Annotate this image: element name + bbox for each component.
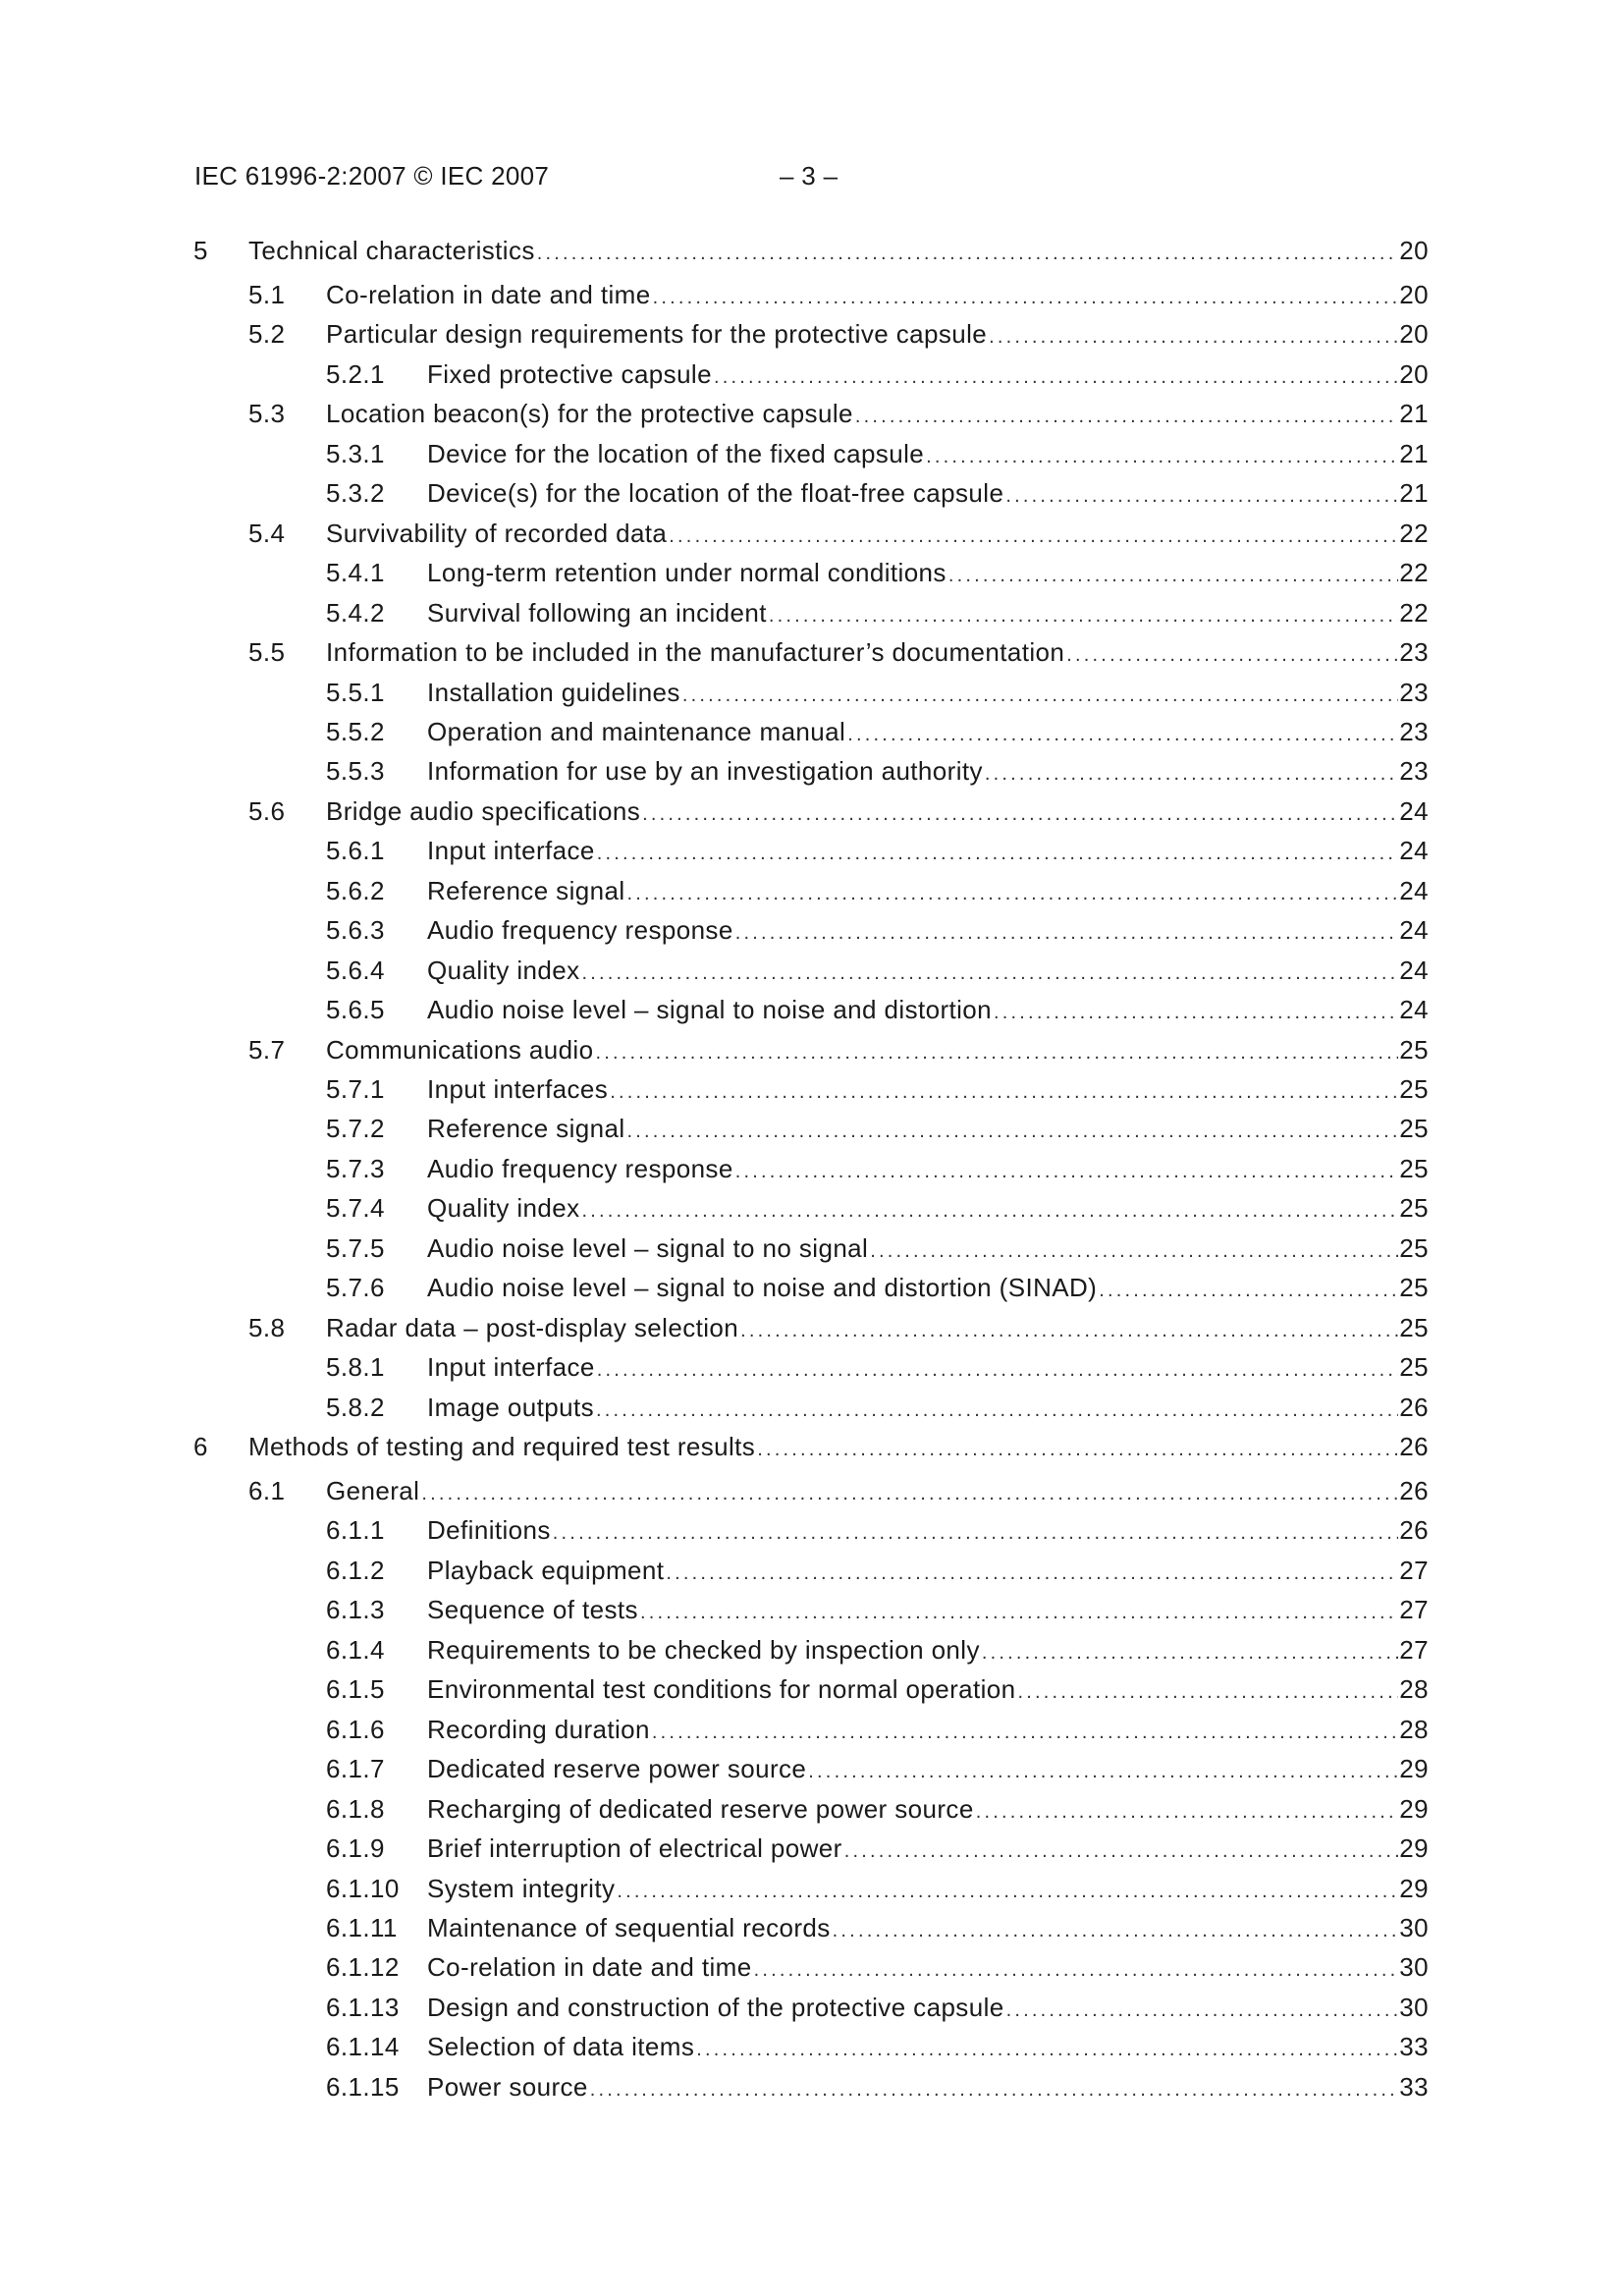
toc-entry-title[interactable]: Particular design requirements for the protective capsule (326, 319, 988, 350)
dot-leader (617, 1875, 1398, 1908)
dot-leader (1005, 479, 1398, 513)
toc-entry-page[interactable]: 24 (1399, 915, 1429, 946)
toc-entry-page[interactable]: 27 (1399, 1555, 1429, 1585)
toc-entry-page[interactable]: 29 (1399, 1833, 1429, 1863)
toc-entry-number: 6.1.10 (326, 1873, 400, 1903)
toc-entry-page[interactable]: 20 (1399, 279, 1429, 309)
toc-entry-page[interactable]: 29 (1399, 1754, 1429, 1784)
toc-entry-number: 5.6.1 (326, 836, 385, 866)
toc-entry[interactable] (0, 234, 1623, 267)
toc-entry[interactable] (0, 476, 1623, 510)
dot-leader (757, 1433, 1398, 1466)
dot-leader (590, 2073, 1399, 2106)
toc-entry-title[interactable]: Technical characteristics (248, 236, 535, 265)
toc-entry-title[interactable]: Reference signal (427, 875, 625, 905)
toc-entry-line (326, 1033, 1429, 1069)
toc-entry[interactable] (0, 676, 1623, 709)
toc-entry-line (427, 913, 1429, 950)
toc-entry-number: 5.7 (248, 1034, 286, 1065)
toc-entry-line (427, 1513, 1429, 1550)
dot-leader (595, 1036, 1398, 1069)
toc-entry-title[interactable]: Co-relation in date and time (326, 279, 651, 309)
dot-leader (682, 679, 1398, 712)
toc-entry-line (427, 1152, 1429, 1188)
toc-entry-line (427, 1593, 1429, 1629)
toc-entry[interactable] (0, 1672, 1623, 1706)
toc-entry-page[interactable]: 29 (1399, 1793, 1429, 1824)
toc-entry[interactable] (0, 1033, 1623, 1066)
toc-entry-title[interactable]: Audio noise level – signal to noise and distortion (SINAD) (427, 1273, 1098, 1303)
toc-entry-line (326, 317, 1429, 354)
toc-entry-page[interactable]: 25 (1399, 1034, 1429, 1065)
dot-leader (627, 1115, 1399, 1148)
toc-entry-number: 6.1.6 (326, 1714, 385, 1744)
toc-entry-page[interactable]: 26 (1399, 1432, 1429, 1461)
toc-entry-title[interactable]: Brief interruption of electrical power (427, 1833, 842, 1863)
toc-entry-page[interactable]: 23 (1399, 756, 1429, 787)
toc-entry-page[interactable]: 33 (1399, 2071, 1429, 2102)
toc-entry-title[interactable]: General (326, 1476, 420, 1505)
toc-entry-title[interactable]: Input interface (427, 836, 595, 866)
toc-entry-title[interactable]: Maintenance of sequential records (427, 1912, 831, 1942)
toc-entry-line (427, 1112, 1429, 1148)
toc-entry-number: 6.1.4 (326, 1634, 385, 1665)
toc-entry-title[interactable]: System integrity (427, 1873, 616, 1903)
dot-leader (553, 1516, 1398, 1550)
toc-entry[interactable] (0, 2070, 1623, 2104)
toc-entry-title[interactable]: Methods of testing and required test results (248, 1432, 756, 1461)
dot-leader (989, 320, 1398, 354)
dot-leader (669, 519, 1398, 553)
toc-entry-line (326, 635, 1429, 672)
toc-entry-number: 6.1.11 (326, 1912, 398, 1942)
toc-entry[interactable] (0, 437, 1623, 470)
dot-leader (421, 1477, 1398, 1510)
toc-entry-number: 6.1.14 (326, 2032, 400, 2062)
dot-leader (833, 1914, 1399, 1947)
toc-entry-number: 5.6 (248, 795, 286, 826)
toc-entry-title[interactable]: Dedicated reserve power source (427, 1754, 807, 1784)
toc-entry[interactable] (0, 913, 1623, 947)
toc-entry[interactable] (0, 596, 1623, 629)
dot-leader (870, 1234, 1398, 1268)
toc-entry-number: 5.6.3 (326, 915, 385, 946)
toc-entry[interactable] (0, 794, 1623, 828)
toc-entry-line (427, 1072, 1429, 1109)
toc-entry[interactable] (0, 1713, 1623, 1746)
page-number: – 3 – (780, 161, 839, 191)
toc-entry-number: 5.7.2 (326, 1114, 385, 1144)
toc-entry-number: 5.6.2 (326, 875, 385, 905)
toc-entry-page[interactable]: 24 (1399, 795, 1429, 826)
toc-entry-line (326, 794, 1429, 831)
toc-entry-number: 5 (193, 236, 208, 265)
toc-entry-title[interactable]: Long-term retention under normal conditions (427, 558, 947, 588)
toc-entry[interactable] (0, 1593, 1623, 1626)
toc-entry-line (326, 397, 1429, 433)
toc-entry-line (427, 596, 1429, 632)
toc-entry-page[interactable]: 28 (1399, 1674, 1429, 1705)
toc-entry[interactable] (0, 1633, 1623, 1667)
toc-entry-number: 5.7.5 (326, 1232, 385, 1263)
toc-entry[interactable] (0, 954, 1623, 987)
toc-entry-number: 5.3 (248, 399, 286, 429)
toc-entry-page[interactable]: 26 (1399, 1392, 1429, 1422)
toc-entry-page[interactable]: 24 (1399, 995, 1429, 1025)
toc-entry-number: 6.1 (248, 1476, 286, 1505)
toc-entry[interactable] (0, 874, 1623, 907)
toc-entry-page[interactable]: 25 (1399, 1074, 1429, 1104)
toc-entry-title[interactable]: Quality index (427, 955, 580, 985)
toc-entry-line (427, 1554, 1429, 1590)
toc-entry-line (427, 1271, 1429, 1307)
toc-entry-line (326, 278, 1429, 314)
toc-entry-page[interactable]: 20 (1399, 319, 1429, 350)
toc-entry-page[interactable]: 22 (1399, 518, 1429, 548)
toc-entry[interactable] (0, 1072, 1623, 1106)
toc-entry-number: 5.8.2 (326, 1392, 385, 1422)
toc-entry-page[interactable]: 21 (1399, 438, 1429, 468)
dot-leader (926, 440, 1398, 473)
toc-entry-page[interactable]: 24 (1399, 955, 1429, 985)
toc-entry-line (427, 676, 1429, 712)
toc-entry-title[interactable]: Location beacon(s) for the protective capsule (326, 399, 853, 429)
toc-entry-line (427, 993, 1429, 1029)
toc-entry-page[interactable]: 20 (1399, 236, 1429, 265)
toc-entry-number: 5.6.5 (326, 995, 385, 1025)
toc-entry-title[interactable]: Design and construction of the protective capsule (427, 1992, 1004, 2022)
toc-entry[interactable] (0, 1752, 1623, 1785)
toc-entry-title[interactable]: Sequence of tests (427, 1595, 638, 1625)
toc-entry[interactable] (0, 635, 1623, 669)
dot-leader (537, 237, 1398, 270)
toc-entry-number: 5.5.1 (326, 677, 385, 707)
toc-entry-line (427, 954, 1429, 990)
toc-entry-line (427, 1231, 1429, 1268)
toc-entry-number: 6.1.8 (326, 1793, 385, 1824)
toc-entry-number: 5.3.2 (326, 478, 385, 509)
toc-entry-line (326, 517, 1429, 553)
toc-entry-line (427, 874, 1429, 910)
dot-leader (1006, 1994, 1399, 2027)
toc-entry-page[interactable]: 23 (1399, 677, 1429, 707)
dot-leader (714, 360, 1398, 394)
toc-entry-title[interactable]: Operation and maintenance manual (427, 716, 846, 746)
toc-entry-number: 6.1.9 (326, 1833, 385, 1863)
toc-entry-line (427, 1831, 1429, 1868)
toc-entry-page[interactable]: 26 (1399, 1476, 1429, 1505)
toc-entry[interactable] (0, 993, 1623, 1026)
toc-entry-line (427, 834, 1429, 870)
toc-entry-line (427, 476, 1429, 513)
toc-entry-number: 6.1.7 (326, 1754, 385, 1784)
toc-entry[interactable] (0, 1792, 1623, 1826)
dot-leader (666, 1557, 1398, 1590)
toc-entry-line (427, 437, 1429, 473)
toc-entry-page[interactable]: 33 (1399, 2032, 1429, 2062)
toc-entry[interactable] (0, 1991, 1623, 2024)
toc-entry-page[interactable]: 24 (1399, 875, 1429, 905)
toc-entry-title[interactable]: Survival following an incident (427, 597, 767, 628)
toc-entry-title[interactable]: Audio noise level – signal to noise and distortion (427, 995, 993, 1025)
toc-entry-line (427, 715, 1429, 751)
toc-entry[interactable] (0, 1152, 1623, 1185)
toc-entry-page[interactable]: 29 (1399, 1873, 1429, 1903)
dot-leader (740, 1314, 1398, 1347)
toc-entry-page[interactable]: 24 (1399, 836, 1429, 866)
toc-entry-title[interactable]: Audio frequency response (427, 915, 733, 946)
toc-entry[interactable] (0, 1513, 1623, 1547)
toc-entry-title[interactable]: Bridge audio specifications (326, 795, 641, 826)
dot-leader (597, 837, 1398, 870)
dot-leader (808, 1755, 1398, 1788)
toc-entry-number: 5.7.1 (326, 1074, 385, 1104)
dot-leader (844, 1834, 1399, 1868)
toc-entry-title[interactable]: Input interface (427, 1352, 595, 1383)
toc-entry-title[interactable]: Survivability of recorded data (326, 518, 668, 548)
dot-leader (735, 916, 1399, 950)
toc-entry-page[interactable]: 21 (1399, 478, 1429, 509)
toc-entry-line (427, 1350, 1429, 1387)
toc-entry-line (427, 1713, 1429, 1749)
toc-entry-line (326, 1474, 1429, 1510)
toc-entry-title[interactable]: Requirements to be checked by inspection only (427, 1634, 980, 1665)
dot-leader (582, 1194, 1399, 1228)
dot-leader (948, 559, 1398, 592)
toc-entry-number: 6.1.3 (326, 1595, 385, 1625)
page-header (194, 159, 882, 192)
toc-entry-line (427, 1633, 1429, 1669)
toc-entry-number: 6.1.5 (326, 1674, 385, 1705)
dot-leader (696, 2033, 1398, 2066)
toc-entry-line (427, 1672, 1429, 1709)
toc-entry-number: 6.1.12 (326, 1952, 400, 1983)
toc-entry-line (248, 234, 1429, 270)
toc-entry[interactable] (0, 1311, 1623, 1344)
toc-entry-line (427, 1991, 1429, 2027)
toc-entry-page[interactable]: 25 (1399, 1273, 1429, 1303)
toc-entry[interactable] (0, 1831, 1623, 1865)
toc-entry-title[interactable]: Communications audio (326, 1034, 594, 1065)
toc-entry-title[interactable]: Device(s) for the location of the float-free capsule (427, 478, 1004, 509)
toc-entry[interactable] (0, 556, 1623, 589)
dot-leader (847, 718, 1398, 751)
toc-entry-number: 5.4 (248, 518, 286, 548)
toc-entry-title[interactable]: Audio frequency response (427, 1153, 733, 1183)
toc-entry[interactable] (0, 1271, 1623, 1304)
toc-entry-line (427, 1391, 1429, 1427)
toc-entry[interactable] (0, 715, 1623, 748)
dot-leader (597, 1353, 1398, 1387)
toc-entry[interactable] (0, 278, 1623, 311)
toc-entry-title[interactable]: Information to be included in the manufacturer’s documentation (326, 637, 1065, 667)
toc-entry-page[interactable]: 25 (1399, 1114, 1429, 1144)
toc-entry-title[interactable]: Fixed protective capsule (427, 358, 712, 389)
toc-entry[interactable] (0, 1191, 1623, 1225)
toc-entry-number: 5.8 (248, 1312, 286, 1342)
toc-entry-number: 6.1.13 (326, 1992, 400, 2022)
toc-entry[interactable] (0, 1391, 1623, 1424)
dot-leader (640, 1596, 1398, 1629)
toc-entry-page[interactable]: 30 (1399, 1912, 1429, 1942)
toc-entry[interactable] (0, 1231, 1623, 1265)
toc-entry[interactable] (0, 1911, 1623, 1944)
toc-entry-line (427, 2030, 1429, 2066)
toc-entry-title[interactable]: Quality index (427, 1193, 580, 1224)
dot-leader (596, 1394, 1398, 1427)
dot-leader (1018, 1675, 1399, 1709)
dot-leader (982, 1636, 1398, 1669)
toc-entry-page[interactable]: 21 (1399, 399, 1429, 429)
toc-entry-number: 6.1.2 (326, 1555, 385, 1585)
toc-entry-line (427, 754, 1429, 791)
toc-entry[interactable] (0, 1950, 1623, 1984)
toc-entry[interactable] (0, 1872, 1623, 1905)
toc-entry-number: 5.7.6 (326, 1273, 385, 1303)
toc-entry-title[interactable]: Audio noise level – signal to no signal (427, 1232, 869, 1263)
toc-entry-line (427, 1911, 1429, 1947)
toc-entry[interactable] (0, 754, 1623, 788)
toc-entry-number: 6.1.15 (326, 2071, 400, 2102)
toc-entry[interactable] (0, 834, 1623, 867)
toc-entry-page[interactable]: 25 (1399, 1312, 1429, 1342)
toc-entry-page[interactable]: 25 (1399, 1153, 1429, 1183)
toc-entry-line (427, 357, 1429, 394)
dot-leader (1066, 638, 1398, 672)
toc-entry-title[interactable]: Installation guidelines (427, 677, 680, 707)
dot-leader (1099, 1274, 1398, 1307)
toc-entry-number: 5.7.4 (326, 1193, 385, 1224)
dot-leader (582, 957, 1399, 990)
toc-entry[interactable] (0, 1430, 1623, 1463)
document-identifier: IEC 61996-2:2007 © IEC 2007 (194, 161, 550, 191)
toc-entry-page[interactable]: 25 (1399, 1193, 1429, 1224)
toc-entry-title[interactable]: Device for the location of the fixed capsule (427, 438, 925, 468)
toc-entry-page[interactable]: 27 (1399, 1634, 1429, 1665)
dot-leader (994, 996, 1398, 1029)
toc-entry-number: 5.5.2 (326, 716, 385, 746)
toc-entry-number: 5.4.2 (326, 597, 385, 628)
toc-entry-line (326, 1311, 1429, 1347)
toc-entry-title[interactable]: Playback equipment (427, 1555, 665, 1585)
toc-entry-title[interactable]: Recording duration (427, 1714, 650, 1744)
dot-leader (985, 757, 1398, 791)
toc-entry-line (427, 1191, 1429, 1228)
toc-entry-page[interactable]: 22 (1399, 597, 1429, 628)
toc-entry-line (427, 1872, 1429, 1908)
toc-entry-number: 5.4.1 (326, 558, 385, 588)
toc-entry-page[interactable]: 25 (1399, 1352, 1429, 1383)
toc-entry-title[interactable]: Environmental test conditions for normal operation (427, 1674, 1016, 1705)
dot-leader (855, 400, 1398, 433)
toc-entry-line (248, 1430, 1429, 1466)
toc-entry-page[interactable]: 20 (1399, 358, 1429, 389)
toc-entry-page[interactable]: 26 (1399, 1515, 1429, 1546)
dot-leader (627, 877, 1399, 910)
toc-entry-page[interactable]: 22 (1399, 558, 1429, 588)
toc-entry-title[interactable]: Recharging of dedicated reserve power source (427, 1793, 974, 1824)
toc-entry-title[interactable]: Co-relation in date and time (427, 1952, 752, 1983)
toc-entry-number: 5.2.1 (326, 358, 385, 389)
toc-entry[interactable] (0, 397, 1623, 430)
dot-leader (769, 599, 1398, 632)
toc-entry[interactable] (0, 317, 1623, 351)
toc-entry-number: 5.5 (248, 637, 286, 667)
toc-entry-number: 5.2 (248, 319, 286, 350)
toc-entry-number: 5.8.1 (326, 1352, 385, 1383)
toc-entry-number: 5.3.1 (326, 438, 385, 468)
dot-leader (652, 1716, 1398, 1749)
dot-leader (754, 1953, 1399, 1987)
toc-entry-number: 5.7.3 (326, 1153, 385, 1183)
toc-entry-number: 5.5.3 (326, 756, 385, 787)
toc-entry-title[interactable]: Reference signal (427, 1114, 625, 1144)
toc-entry-line (427, 1752, 1429, 1788)
toc-entry-line (427, 1792, 1429, 1829)
dot-leader (735, 1155, 1399, 1188)
toc-entry-line (427, 1950, 1429, 1987)
toc-entry[interactable] (0, 2030, 1623, 2063)
toc-entry-page[interactable]: 30 (1399, 1952, 1429, 1983)
toc-entry-number: 5.1 (248, 279, 286, 309)
toc-entry-page[interactable]: 27 (1399, 1595, 1429, 1625)
toc-entry-line (427, 2070, 1429, 2106)
toc-entry-page[interactable]: 23 (1399, 637, 1429, 667)
toc-entry-title[interactable]: Image outputs (427, 1392, 594, 1422)
toc-entry-title[interactable]: Definitions (427, 1515, 551, 1546)
toc-entry-number: 5.6.4 (326, 955, 385, 985)
toc-entry-number: 6.1.1 (326, 1515, 385, 1546)
toc-entry-title[interactable]: Radar data – post-display selection (326, 1312, 739, 1342)
toc-entry-title[interactable]: Selection of data items (427, 2032, 695, 2062)
toc-entry[interactable] (0, 1554, 1623, 1587)
toc-entry-line (427, 556, 1429, 592)
toc-entry[interactable] (0, 1474, 1623, 1507)
toc-entry[interactable] (0, 1350, 1623, 1384)
toc-entry-page[interactable]: 25 (1399, 1232, 1429, 1263)
toc-entry-title[interactable]: Power source (427, 2071, 588, 2102)
toc-entry-number: 6 (193, 1432, 208, 1461)
dot-leader (653, 281, 1399, 314)
dot-leader (976, 1795, 1399, 1829)
toc-entry[interactable] (0, 1112, 1623, 1145)
toc-entry-page[interactable]: 30 (1399, 1992, 1429, 2022)
toc-entry[interactable] (0, 517, 1623, 550)
toc-entry-page[interactable]: 28 (1399, 1714, 1429, 1744)
dot-leader (642, 797, 1398, 831)
toc-entry-title[interactable]: Input interfaces (427, 1074, 609, 1104)
toc-entry-title[interactable]: Information for use by an investigation authority (427, 756, 983, 787)
toc-entry-page[interactable]: 23 (1399, 716, 1429, 746)
dot-leader (610, 1075, 1398, 1109)
toc-entry[interactable] (0, 357, 1623, 391)
